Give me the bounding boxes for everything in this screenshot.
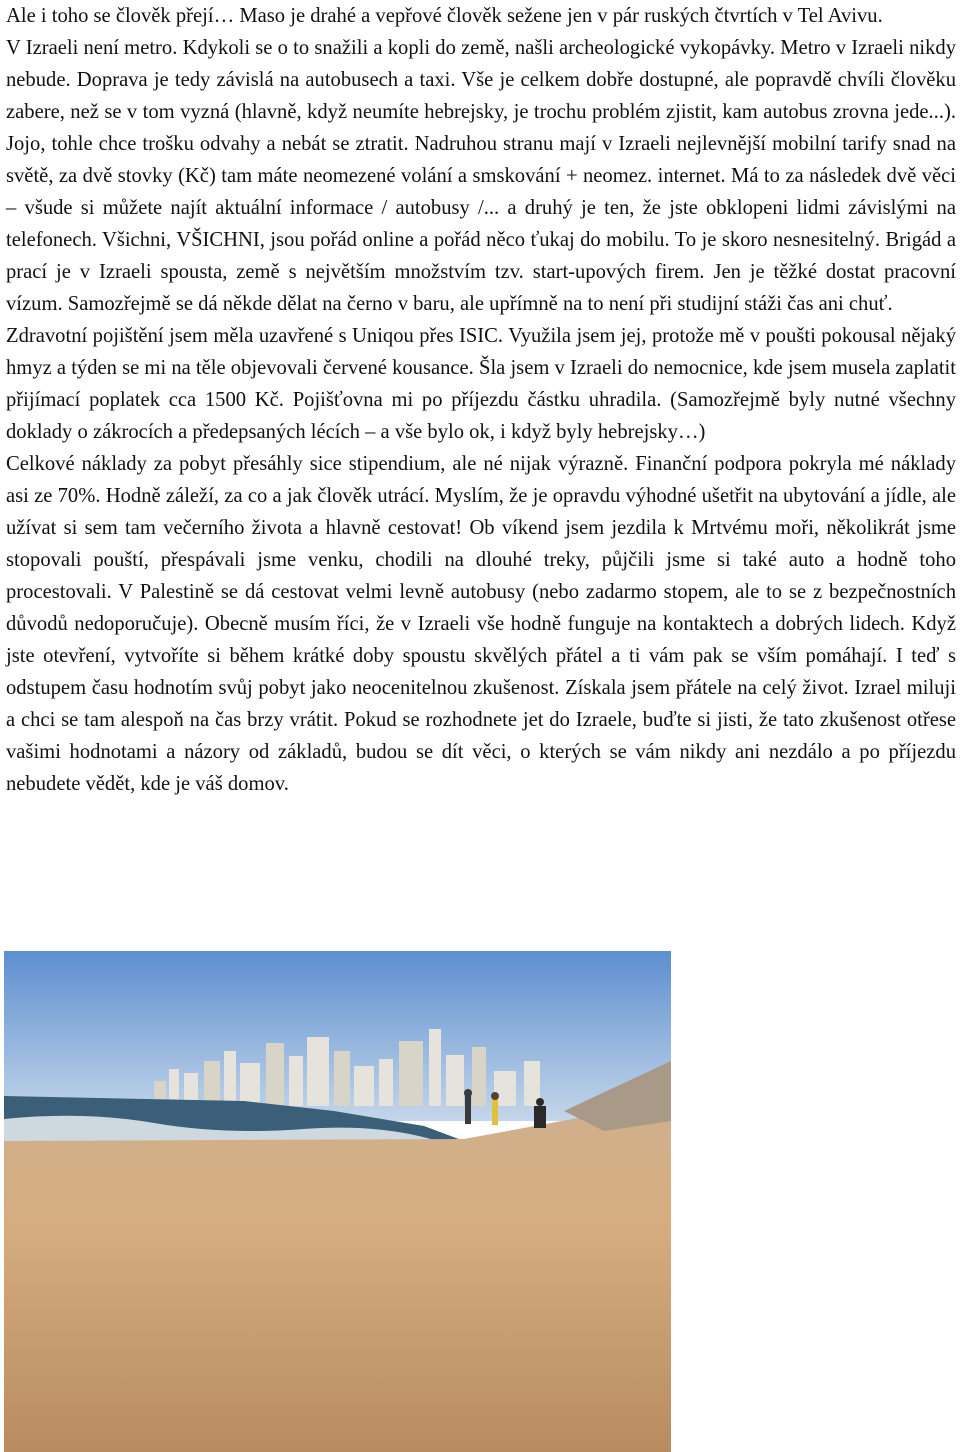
skyline-building bbox=[429, 1029, 441, 1106]
sand bbox=[4, 1101, 671, 1452]
skyline-building bbox=[224, 1051, 236, 1106]
body-text bbox=[6, 0, 956, 800]
document-page bbox=[6, 0, 956, 800]
skyline-building bbox=[307, 1037, 329, 1106]
paragraph-food: Ale i toho se člověk přejí… Maso je drahé a vepřové člověk sežene jen v pár ruských čtvrtích v Tel Avivu. bbox=[6, 5, 883, 27]
skyline-building bbox=[399, 1041, 423, 1106]
paragraph-insurance: Zdravotní pojištění jsem měla uzavřené s Uniqou přes ISIC. Využila jsem jej, protože mě v poušti pokousal nějaký hmyz a týden se mi na těle objevovali červené kousance. Šla jsem v Izraeli do nemocnice, kde jsem musela zaplatit přijímací poplatek cca 1500 Kč. Pojišťovna mi po příjezdu částku uhradila. (Samozřejmě byly nutné všechny doklady o zákrocích a předepsaných lécích – a vše bylo ok, i když byly hebrejsky…) bbox=[6, 325, 956, 443]
skyline-building bbox=[266, 1043, 284, 1106]
skyline-building bbox=[472, 1047, 486, 1106]
beach-scene bbox=[4, 951, 671, 1452]
skyline-building bbox=[334, 1051, 350, 1106]
skyline-building bbox=[446, 1055, 464, 1106]
skyline-building bbox=[289, 1056, 303, 1106]
skyline-building bbox=[379, 1059, 393, 1106]
skyline-building bbox=[240, 1063, 260, 1106]
paragraph-costs: Celkové náklady za pobyt přesáhly sice stipendium, ale né nijak výrazně. Finanční podpora pokryla mé náklady asi ze 70%. Hodně záleží, za co a jak člověk utrácí. Myslím, že je opravdu výhodné ušetřit na ubytování a jídle, ale užívat si sem tam večerního života a hlavně cestovat! Ob víkend jsem jezdila k Mrtvému moři, několikrát jsme stopovali pouští, přespávali jsme venku, chodili na dlouhé treky, půjčili jsme si také auto a hodně toho procestovali. V Palestině se dá cestovat velmi levně autobusy (nebo zadarmo stopem, ale to se z bezpečnostních důvodů nedoporučuje). Obecně musím říci, že v Izraeli vše hodně funguje na kontaktech a dobrých lidech. Když jste otevření, vytvoříte si během krátké doby spoustu skvělých přátel a ti vám pak se vším pomáhají. I teď s odstupem času hodnotím svůj pobyt jako neocenitelnou zkušenost. Získala jsem přátele na celý život. Izrael miluji a chci se tam alespoň na čas brzy vrátit. Pokud se rozhodnete jet do Izraele, buďte si jisti, že tato zkušenost otřese vašimi hodnotami a názory od základů, budou se dít věci, o kterých se vám nikdy ani nezdálo a po příjezdu nebudete vědět, kde je váš domov. bbox=[6, 453, 956, 795]
skyline-building bbox=[204, 1061, 220, 1106]
paragraph-transport: V Izraeli není metro. Kdykoli se o to snažili a kopli do země, našli archeologické vykopávky. Metro v Izraeli nikdy nebude. Doprava je tedy závislá na autobusech a taxi. Vše je celkem dobře dostupné, ale popravdě chvíli člověku zabere, než se v tom vyzná (hlavně, když neumíte hebrejsky, je trochu problém zjistit, kam autobus zrovna jede...). Jojo, tohle chce trošku odvahy a nebát se ztratit. Nadruhou stranu mají v Izraeli nejlevnější mobilní tarify snad na světě, za dvě stovky (Kč) tam máte neomezené volání a smskování + neomez. internet. Má to za následek dvě věci – všude si můžete najít aktuální informace / autobusy /... a druhý je ten, že jste obklopeni lidmi závislými na telefonech. Všichni, VŠICHNI, jsou pořád online a pořád něco ťukaj do mobilu. To je skoro nesnesitelný. Brigád a prací je v Izraeli spousta, země s největším množstvím tzv. start-upových firem. Jen je těžké dostat pracovní vízum. Samozřejmě se dá někde dělat na černo v baru, ale upřímně na to není při studijní stáži čas ani chuť. bbox=[6, 37, 956, 315]
skyline-building bbox=[354, 1066, 374, 1106]
beach-photo bbox=[4, 951, 671, 1452]
